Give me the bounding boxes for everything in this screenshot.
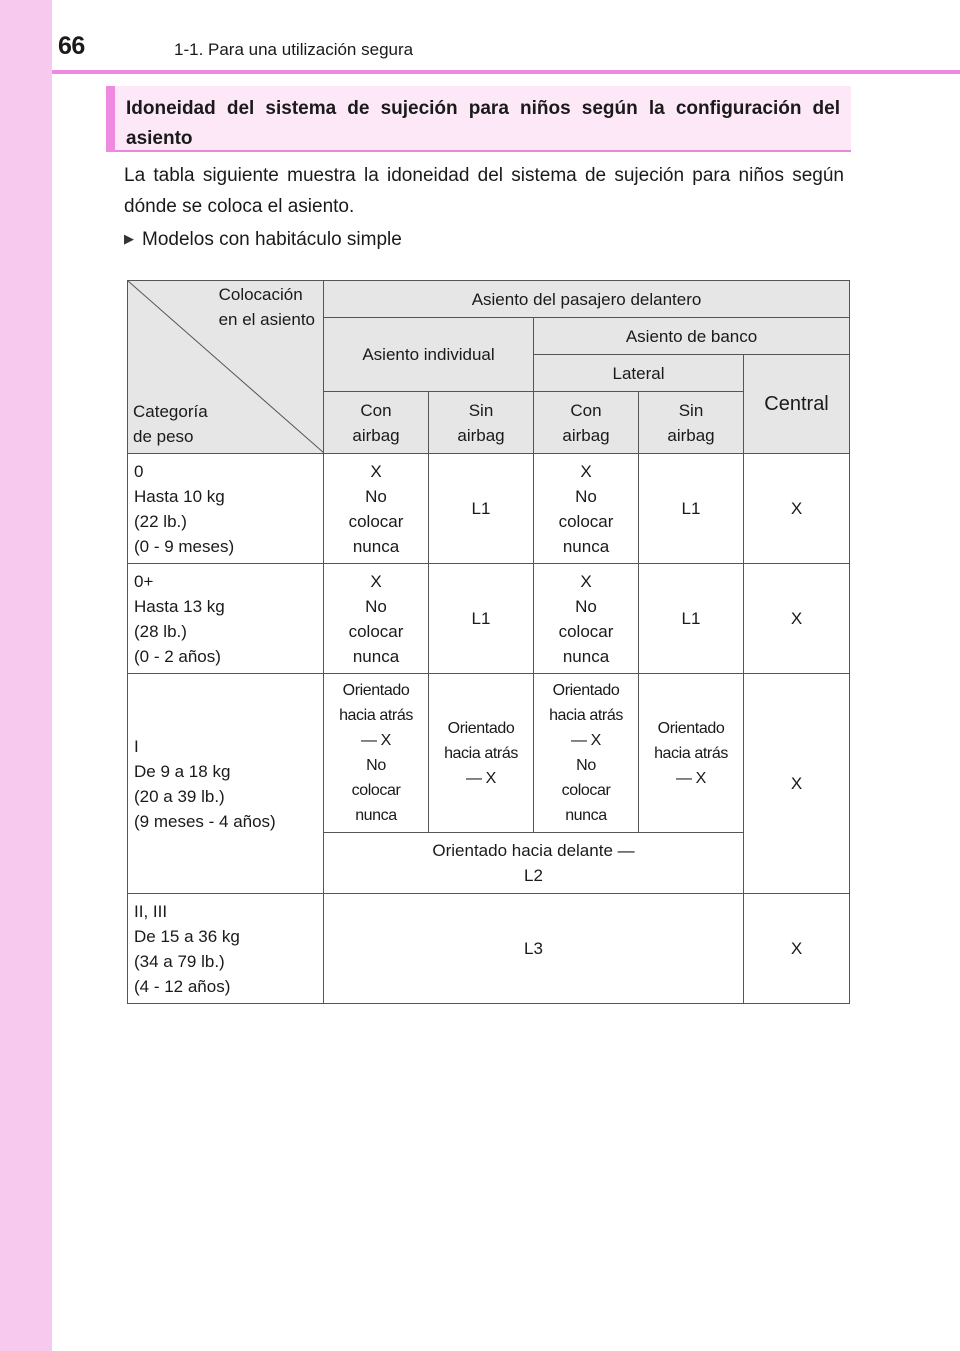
bench-seat-header: Asiento de banco xyxy=(534,318,850,355)
weight-category-cell: 0 Hasta 10 kg (22 lb.) (0 - 9 meses) xyxy=(128,454,324,564)
table-row xyxy=(128,454,850,564)
header-rule xyxy=(52,70,960,74)
bullet-label: Modelos con habitáculo simple xyxy=(142,229,402,250)
individual-sin-airbag-cell: L1 xyxy=(429,564,534,674)
table-corner-header xyxy=(128,281,324,454)
individual-seat-header: Asiento individual xyxy=(324,318,534,392)
front-passenger-header: Asiento del pasajero delantero xyxy=(324,281,850,318)
placement-label: Colocación en el asiento xyxy=(218,285,315,329)
forward-facing-cell: Orientado hacia delante — L2 xyxy=(324,833,744,894)
heading-accent-bar xyxy=(106,86,115,152)
col-lateral-con-airbag: Con airbag xyxy=(534,392,639,454)
lateral-sin-airbag-cell: L1 xyxy=(639,564,744,674)
table-row xyxy=(128,564,850,674)
individual-con-airbag-cell: Orientado hacia atrás — X No colocar nunca xyxy=(324,674,429,833)
weight-category-cell: I De 9 a 18 kg (20 a 39 lb.) (9 meses - 4 años) xyxy=(128,674,324,894)
individual-sin-airbag-cell: L1 xyxy=(429,454,534,564)
weight-category-cell: II, III De 15 a 36 kg (34 a 79 lb.) (4 - 12 años) xyxy=(128,894,324,1004)
central-cell: X xyxy=(744,894,850,1004)
central-header: Central xyxy=(744,355,850,454)
suitability-table xyxy=(127,280,850,1004)
weight-category-cell: 0+ Hasta 13 kg (28 lb.) (0 - 2 años) xyxy=(128,564,324,674)
col-lateral-sin-airbag: Sin airbag xyxy=(639,392,744,454)
table-row xyxy=(128,894,850,1004)
page-margin-bar xyxy=(0,0,52,1351)
page-number: 66 xyxy=(58,32,85,60)
section-heading-box xyxy=(106,86,851,152)
weight-category-label: Categoría de peso xyxy=(133,402,208,446)
col-individual-sin-airbag: Sin airbag xyxy=(429,392,534,454)
individual-con-airbag-cell: X No colocar nunca xyxy=(324,564,429,674)
table-row xyxy=(128,674,850,833)
lateral-sin-airbag-cell: Orientado hacia atrás — X xyxy=(639,674,744,833)
col-individual-con-airbag: Con airbag xyxy=(324,392,429,454)
central-cell: X xyxy=(744,674,850,894)
individual-sin-airbag-cell: Orientado hacia atrás — X xyxy=(429,674,534,833)
central-cell: X xyxy=(744,454,850,564)
lateral-sin-airbag-cell: L1 xyxy=(639,454,744,564)
lateral-header: Lateral xyxy=(534,355,744,392)
lateral-con-airbag-cell: X No colocar nunca xyxy=(534,564,639,674)
lateral-con-airbag-cell: X No colocar nunca xyxy=(534,454,639,564)
section-title: 1-1. Para una utilización segura xyxy=(174,40,414,59)
all-seats-cell: L3 xyxy=(324,894,744,1004)
individual-con-airbag-cell: X No colocar nunca xyxy=(324,454,429,564)
central-cell: X xyxy=(744,564,850,674)
lateral-con-airbag-cell: Orientado hacia atrás — X No colocar nunca xyxy=(534,674,639,833)
intro-paragraph: La tabla siguiente muestra la idoneidad del sistema de sujeción para niños según dónde se coloca el asiento. xyxy=(124,165,844,217)
triangle-bullet-icon: ▶ xyxy=(124,231,134,246)
bullet-item xyxy=(124,226,402,253)
section-heading: Idoneidad del sistema de sujeción para niños según la configuración del asiento xyxy=(126,98,840,149)
